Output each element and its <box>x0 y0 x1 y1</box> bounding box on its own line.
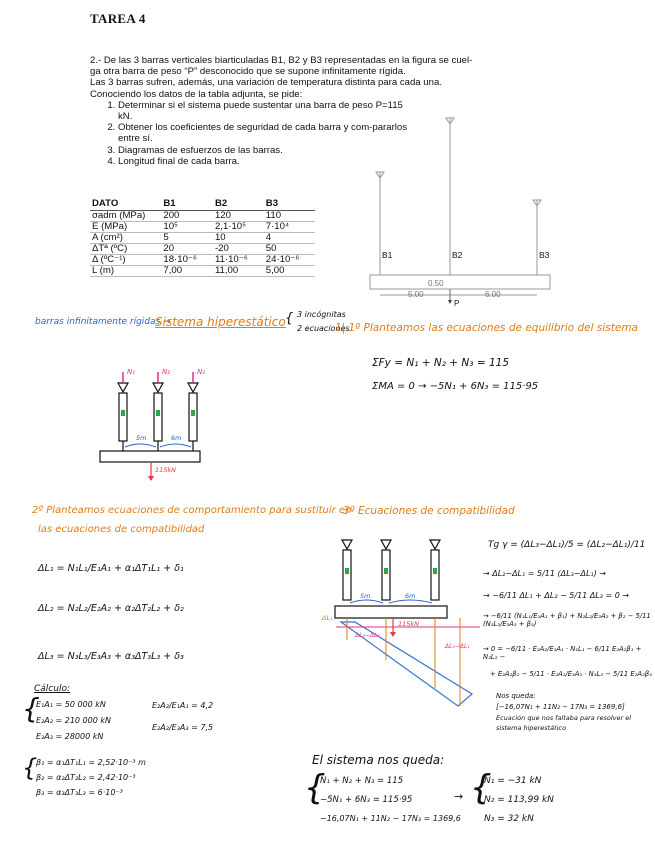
fbd2-6m: 6m <box>405 592 416 600</box>
table-header: B3 <box>264 197 316 211</box>
intro-line: Conociendo los datos de la tabla adjunta, se pide: <box>90 88 303 100</box>
calc-ea3: E₃A₃ = 28000 kN <box>36 732 104 741</box>
task-item: 4. Longitud final de cada barra. <box>118 156 418 167</box>
calc-ea2: E₂A₂ = 210 000 kN <box>36 716 111 725</box>
compat-step2: → −6/11 ΔL₁ + ΔL₂ − 5/11 ΔL₃ = 0 → <box>483 591 630 600</box>
hyp-note: barras infinitamente rígidas → <box>35 317 171 327</box>
table-cell: 11,00 <box>213 266 264 277</box>
compat-step1: → ΔL₂−ΔL₁ = 5/11 (ΔL₃−ΔL₁) → <box>483 569 606 578</box>
delta-l3: ΔL₃ = N₃L₃/E₃A₃ + α₃ΔT₃L₃ + δ₃ <box>38 651 184 662</box>
fbd2-dl3: ΔL₃−ΔL₁ <box>445 643 470 650</box>
hyp-r2: 2 ecuaciones <box>297 324 350 333</box>
dim-mid: 0.50 <box>428 279 444 288</box>
hyp-r1: 3 incógnitas <box>297 310 346 319</box>
table-cell: 110 <box>264 211 316 222</box>
section2-title-line2: las ecuaciones de compatibilidad <box>38 524 205 535</box>
system-title: El sistema nos queda: <box>312 753 445 767</box>
fbd1-n3: N₃ <box>197 368 206 376</box>
table-cell: 11·10⁻⁶ <box>213 255 264 266</box>
system-brace: { <box>304 768 326 808</box>
table-cell: σadm (MPa) <box>90 211 161 222</box>
table-cell: 2,1·10⁵ <box>213 222 264 233</box>
table-cell: 5 <box>161 233 213 244</box>
compat-note2: sistema hiperestático <box>496 724 567 732</box>
fbd2-5m: 5m <box>360 592 371 600</box>
intro-line: ga otra barra de peso “P” desconocido que se supone infinitamente rígida. <box>90 66 406 78</box>
compat-tg: Tg γ = (ΔL₃−ΔL₁)/5 = (ΔL₂−ΔL₁)/11 <box>488 540 646 550</box>
table-cell: L (m) <box>90 266 161 277</box>
result-brace: { <box>470 768 492 808</box>
label-b2: B2 <box>452 250 463 260</box>
calc-title: Cálculo: <box>34 684 70 694</box>
result-n2: N₂ = 113,99 kN <box>484 795 554 805</box>
hyp-brace: { <box>285 311 294 326</box>
table-cell: 120 <box>213 211 264 222</box>
calc-ratio2: E₂A₂/E₃A₃ = 7,5 <box>152 723 214 732</box>
beta-1: β₁ = α₁ΔT₁L₁ = 2,52·10⁻³ m <box>36 758 146 767</box>
beta-brace: { <box>22 754 38 782</box>
dim-left: 5.00 <box>408 290 424 299</box>
result-n1: N₁ = −31 kN <box>484 776 542 786</box>
beta-2: β₂ = α₂ΔT₂L₂ = 2,42·10⁻³ <box>36 773 136 782</box>
compat-step4: → 0 = −6/11 · E₂A₂/E₁A₁ · N₁L₁ − 6/11 E₂A₂β₁ + N₂L₂ − <box>483 645 642 661</box>
table-cell: -20 <box>213 244 264 255</box>
section2-title-line1: 2º Planteamos ecuaciones de comportamiento para sustituir en <box>32 505 352 516</box>
fbd1-5m: 5m <box>136 434 147 442</box>
compat-result-label: Nos queda: <box>496 692 536 700</box>
delta-l2: ΔL₂ = N₂L₂/E₂A₂ + α₂ΔT₂L₂ + δ₂ <box>38 603 184 614</box>
calc-ea1: E₁A₁ = 50 000 kN <box>36 700 106 709</box>
task-item: 1. Determinar si el sistema puede sustentar una barra de peso P=115 kN. <box>118 100 418 122</box>
fbd1-n1: N₁ <box>127 368 136 376</box>
page-title: TAREA 4 <box>90 11 146 26</box>
compat-note1: Ecuación que nos faltaba para resolver el <box>496 714 632 722</box>
table-cell: 200 <box>161 211 213 222</box>
table-cell: 10⁵ <box>161 222 213 233</box>
table-cell: E (MPa) <box>90 222 161 233</box>
table-cell: 4 <box>264 233 316 244</box>
table-header: B2 <box>213 197 264 211</box>
table-cell: 50 <box>264 244 316 255</box>
calc-ratio1: E₂A₂/E₁A₁ = 4,2 <box>152 701 214 710</box>
table-header: B1 <box>161 197 213 211</box>
system-eq1: N₁ + N₂ + N₃ = 115 <box>320 776 404 786</box>
task-item: 3. Diagramas de esfuerzos de las barras. <box>118 145 418 156</box>
intro-line: 2.- De las 3 barras verticales biarticuladas B1, B2 y B3 representadas en la figura se cuel- <box>90 55 473 66</box>
fbd2-dl1: ΔL₁ <box>322 614 333 622</box>
beta-3: β₃ = α₃ΔT₃L₃ = 6·10⁻³ <box>36 788 123 797</box>
section3-title: 3º Ecuaciones de compatibilidad <box>343 505 515 517</box>
table-header: DATO <box>90 197 161 211</box>
compat-step5: + E₂A₂β₂ − 5/11 · E₂A₂/E₃A₃ · N₃L₃ − 5/11 E₂A₂β₃ <box>490 670 652 678</box>
table-cell: 7·10⁴ <box>264 222 316 233</box>
table-cell: A (cm²) <box>90 233 161 244</box>
compat-result-eq: [−16,07N₁ + 11N₂ − 17N₃ = 1369,6] <box>496 703 625 711</box>
table-cell: Δ (ºC⁻¹) <box>90 255 161 266</box>
table-cell: 18·10⁻⁶ <box>161 255 213 266</box>
hyp-system: Sistema hiperestático <box>155 315 286 329</box>
table-cell: 7,00 <box>161 266 213 277</box>
system-arrow: → <box>454 790 464 803</box>
fbd1-load: 115kN <box>155 466 177 474</box>
table-cell: 24·10⁻⁶ <box>264 255 316 266</box>
label-b3: B3 <box>539 250 550 260</box>
eq-sum-m: ΣMA = 0 → −5N₁ + 6N₃ = 115·95 <box>372 381 539 392</box>
table-cell: 10 <box>213 233 264 244</box>
eq-sum-fy: ΣFy = N₁ + N₂ + N₃ = 115 <box>372 357 510 369</box>
calc-brace: { <box>22 692 40 725</box>
intro-line: Las 3 barras sufren, además, una variación de temperatura distinta para cada una. <box>90 77 442 89</box>
table-cell: 5,00 <box>264 266 316 277</box>
load-label: P <box>454 299 460 308</box>
section1-title: 1| 1º Planteamos las ecuaciones de equilibrio del sistema <box>335 322 638 334</box>
system-eq3: −16,07N₁ + 11N₂ − 17N₃ = 1369,6 <box>320 814 461 823</box>
fbd1-n2: N₂ <box>162 368 171 376</box>
fbd2-dl2: ΔL₂−ΔL₁ <box>355 632 380 639</box>
system-eq2: −5N₁ + 6N₃ = 115·95 <box>320 795 413 805</box>
delta-l1: ΔL₁ = N₁L₁/E₁A₁ + α₁ΔT₁L₁ + δ₁ <box>38 563 184 574</box>
table-cell: 20 <box>161 244 213 255</box>
dim-right: 6.00 <box>485 290 501 299</box>
task-item: 2. Obtener los coeficientes de seguridad de cada barra y com-pararlos entre sí. <box>118 122 418 144</box>
result-n3: N₃ = 32 kN <box>484 814 534 824</box>
compat-step3: → −6/11 (N₁L₁/E₁A₁ + β₁) + N₂L₂/E₂A₂ + β₂ − 5/11 (N₃L₃/E₃A₃ + β₃) <box>483 612 651 628</box>
fbd2-load: 115kN <box>398 620 420 628</box>
fbd1-6m: 6m <box>171 434 182 442</box>
table-cell: ΔTª (ºC) <box>90 244 161 255</box>
label-b1: B1 <box>382 250 393 260</box>
